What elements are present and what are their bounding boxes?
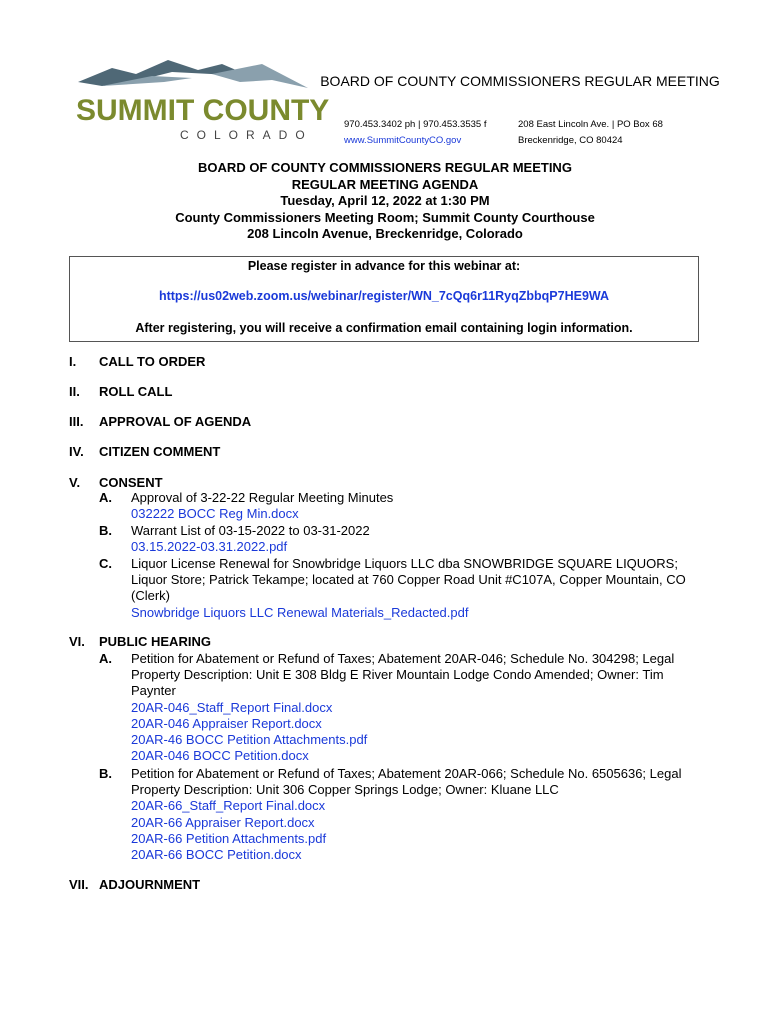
agenda-item-approval-of-agenda: [69, 414, 251, 429]
item-title: APPROVAL OF AGENDA: [99, 414, 252, 429]
address-line-1: 208 East Lincoln Ave. | PO Box 68: [518, 119, 663, 130]
phone-fax: 970.453.3402 ph | 970.453.3535 f: [344, 119, 487, 130]
attachment-link[interactable]: 20AR-66 BOCC Petition.docx: [131, 847, 302, 863]
item-title: CALL TO ORDER: [99, 354, 206, 369]
meeting-address: 208 Lincoln Avenue, Breckenridge, Colorado: [247, 226, 523, 242]
item-letter: A.: [99, 490, 112, 505]
item-title: ROLL CALL: [99, 384, 173, 399]
item-number: IV.: [69, 444, 84, 459]
agenda-item-adjournment: [69, 877, 200, 892]
item-title: PUBLIC HEARING: [99, 634, 211, 649]
header-contact-right: [518, 117, 663, 149]
attachment-link[interactable]: 20AR-046_Staff_Report Final.docx: [131, 699, 333, 715]
logo-name: SUMMIT COUNTY: [76, 94, 330, 127]
agenda-item-roll-call: [69, 384, 172, 399]
item-description: Liquor License Renewal for Snowbridge Liquors LLC dba SNOWBRIDGE SQUARE LIQUORS; Liquor Store; Patrick Tekampe; located at 760 Copper Road Unit #C107A, Copper Mountain, CO (Clerk): [131, 556, 686, 604]
item-number: VII.: [69, 877, 89, 892]
attachment-link[interactable]: 20AR-046 BOCC Petition.docx: [131, 748, 309, 764]
attachment-link[interactable]: 03.15.2022-03.31.2022.pdf: [131, 539, 288, 555]
meeting-heading: [0, 160, 770, 243]
header-title: BOARD OF COUNTY COMMISSIONERS REGULAR MEETING: [320, 73, 720, 89]
item-description: Approval of 3-22-22 Regular Meeting Minutes: [131, 490, 394, 505]
item-description: Petition for Abatement or Refund of Taxes; Abatement 20AR-066; Schedule No. 6505636; Legal Property Description: Unit 306 Copper Springs Lodge; Owner: Kluane LLC: [131, 766, 682, 798]
attachment-link[interactable]: 20AR-66 Petition Attachments.pdf: [131, 830, 327, 846]
attachment-link[interactable]: 20AR-66_Staff_Report Final.docx: [131, 798, 326, 814]
item-number: II.: [69, 384, 80, 399]
agenda-item-call-to-order: [69, 354, 205, 369]
address-line-2: Breckenridge, CO 80424: [518, 135, 623, 146]
attachment-link[interactable]: 20AR-046 Appraiser Report.docx: [131, 715, 322, 731]
registration-link[interactable]: https://us02web.zoom.us/webinar/register/WN_7cQq6r11RyqZbbqP7HE9WA: [158, 289, 610, 303]
summit-county-logo: [72, 52, 330, 148]
item-letter: A.: [99, 651, 112, 666]
agenda-item-consent: [69, 475, 163, 490]
item-title: ADJOURNMENT: [99, 877, 201, 892]
attachment-link[interactable]: 20AR-66 Appraiser Report.docx: [131, 814, 315, 830]
mountain-logo-icon: [72, 52, 316, 100]
agenda-item-public-hearing: [69, 634, 211, 649]
logo-state: COLORADO: [180, 128, 313, 142]
agenda-item-citizen-comment: [69, 444, 220, 459]
registration-prompt: Please register in advance for this webinar at:: [247, 259, 521, 273]
registration-box: [69, 256, 699, 342]
website-link[interactable]: www.SummitCountyCO.gov: [344, 135, 462, 146]
item-title: CONSENT: [99, 475, 163, 490]
attachment-link[interactable]: 20AR-46 BOCC Petition Attachments.pdf: [131, 732, 368, 748]
item-number: V.: [69, 475, 81, 490]
item-letter: C.: [99, 556, 112, 571]
item-number: III.: [69, 414, 84, 429]
item-letter: B.: [99, 766, 112, 781]
meeting-date: Tuesday, April 12, 2022 at 1:30 PM: [280, 193, 490, 209]
meeting-line-2: REGULAR MEETING AGENDA: [291, 176, 479, 192]
item-description: Warrant List of 03-15-2022 to 03-31-2022: [131, 523, 370, 538]
item-number: I.: [69, 354, 77, 369]
attachment-link[interactable]: 032222 BOCC Reg Min.docx: [131, 506, 299, 522]
registration-note: After registering, you will receive a confirmation email containing login information.: [135, 321, 633, 335]
item-description: Petition for Abatement or Refund of Taxes; Abatement 20AR-046; Schedule No. 304298; Legal Property Description: Unit E 308 Bldg E River Mountain Lodge Condo Amended; Owner: Tim Paynter: [131, 651, 675, 699]
attachment-link[interactable]: Snowbridge Liquors LLC Renewal Materials_Redacted.pdf: [131, 604, 469, 620]
item-letter: B.: [99, 523, 112, 538]
item-title: CITIZEN COMMENT: [99, 444, 221, 459]
item-number: VI.: [69, 634, 85, 649]
header-contact-left: [344, 117, 486, 149]
meeting-location: County Commissioners Meeting Room; Summit County Courthouse: [175, 209, 595, 225]
meeting-line-1: BOARD OF COUNTY COMMISSIONERS REGULAR MEETING: [198, 160, 572, 175]
